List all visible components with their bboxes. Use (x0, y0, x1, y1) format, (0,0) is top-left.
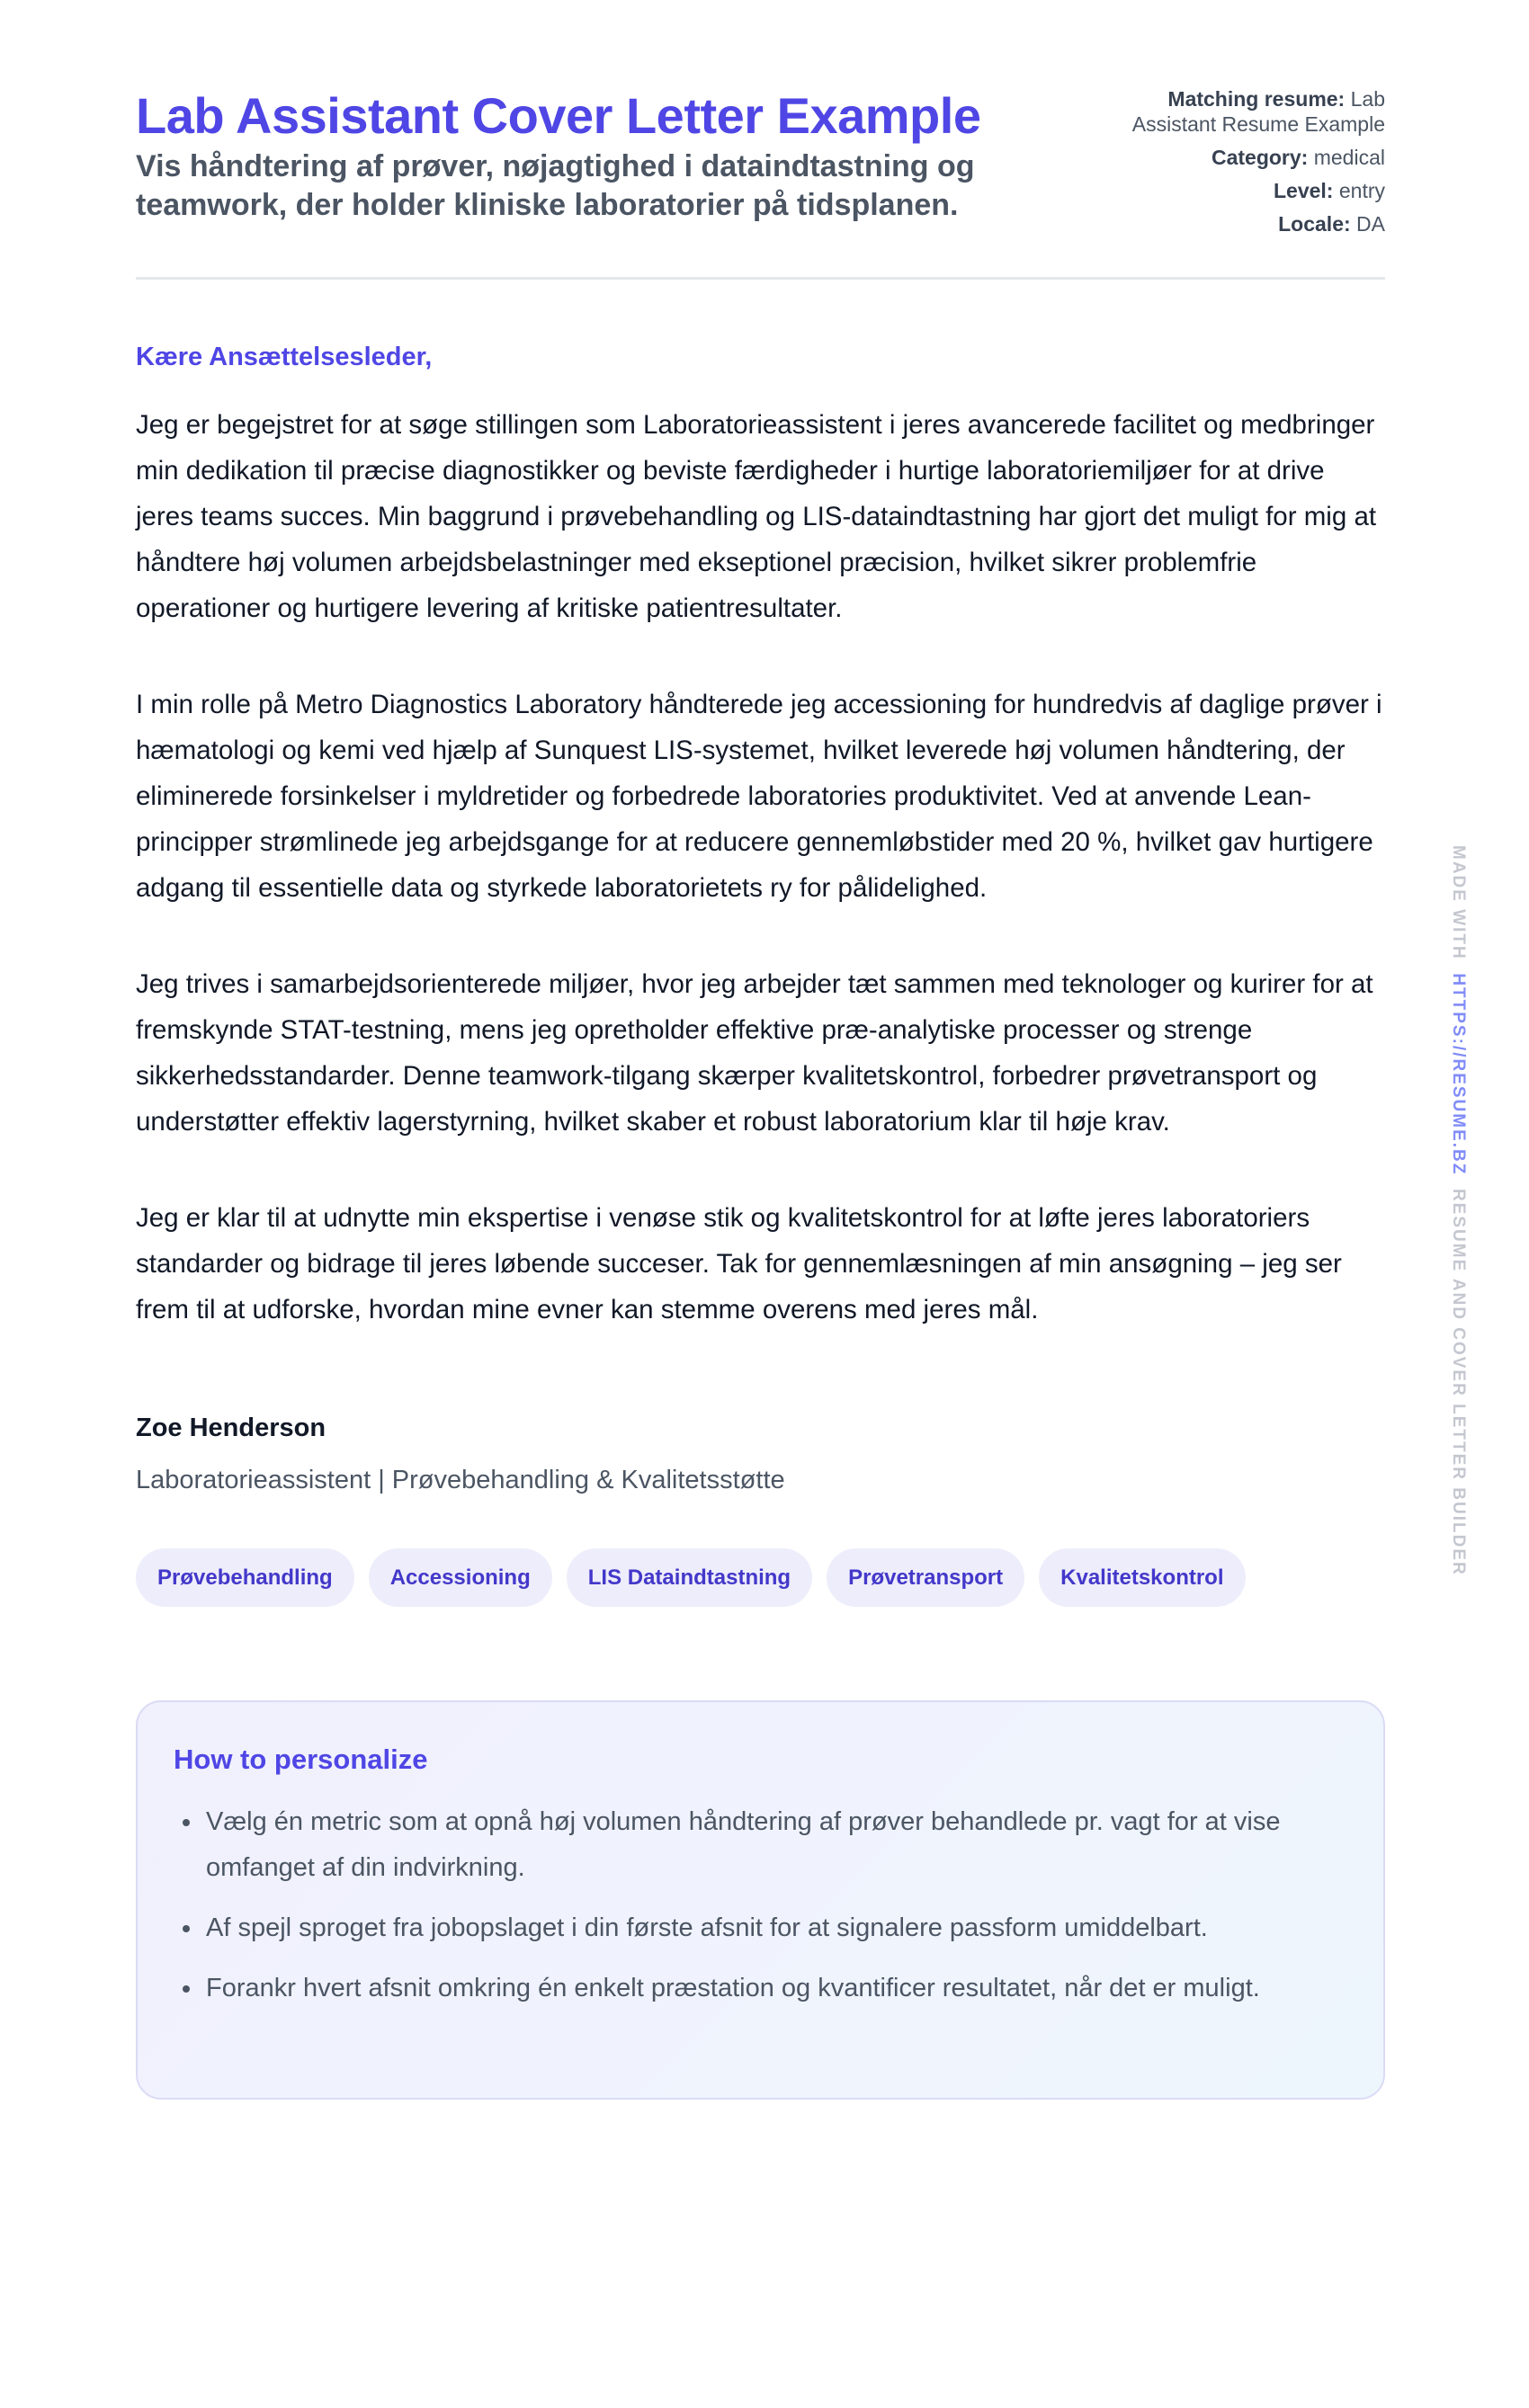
page-title: Lab Assistant Cover Letter Example (136, 87, 981, 144)
meta-label: Matching resume: (1167, 87, 1346, 111)
personalize-tips (136, 1700, 1385, 2100)
meta-value: DA (1356, 212, 1385, 236)
skill-tag: LIS Dataindtastning (567, 1548, 812, 1607)
skill-tag: Prøvetransport (827, 1548, 1024, 1607)
meta-label: Level: (1273, 179, 1334, 202)
skill-tags (136, 1548, 1385, 1607)
meta-category (1124, 145, 1385, 170)
divider (136, 277, 1385, 280)
watermark-suffix: RESUME AND COVER LETTER BUILDER (1449, 1188, 1468, 1576)
tips-title: How to personalize (174, 1744, 428, 1775)
greeting: Kære Ansættelsesleder, (136, 343, 433, 371)
watermark-link[interactable]: HTTPS://RESUME.BZ (1449, 973, 1468, 1176)
meta-matching-resume (1124, 86, 1385, 137)
tips-list (174, 1799, 1347, 2011)
meta-info (1124, 86, 1385, 245)
tip-item: Vælg én metric som at opnå høj volumen håndtering af prøver behandlede pr. vagt for at vise omfanget af din indvirkning. (174, 1799, 1347, 1891)
signature-title: Laboratorieassistent | Prøvebehandling & Kvalitetsstøtte (136, 1466, 785, 1494)
skill-tag: Kvalitetskontrol (1039, 1548, 1245, 1607)
watermark (1444, 845, 1471, 1574)
page-subtitle: Vis håndtering af prøver, nøjagtighed i dataindtastning og teamwork, der holder kliniske laboratorier på tidsplanen. (136, 149, 975, 222)
letter-paragraph: Jeg er begejstret for at søge stillingen som Laboratorieassistent i jeres avancerede facilitet og medbringer min dedikation til præcise diagnostikker og beviste færdigheder i hurtige laboratoriemiljøer for at drive jeres teams succes. Min baggrund i prøvebehandling og LIS-dataindtastning har gjort det muligt for mig at håndtere høj volumen arbejdsbelastninger med ekseptionel præcision, hvilket sikrer problemfrie operationer og hurtigere levering af kritiske patientresultater. (136, 410, 1377, 623)
meta-value: Lab Assistant Resume Example (1131, 87, 1385, 136)
meta-value: medical (1313, 146, 1385, 169)
meta-level (1124, 178, 1385, 203)
letter-paragraph: Jeg trives i samarbejdsorienterede miljøer, hvor jeg arbejder tæt sammen med teknologer og kurirer for at fremskynde STAT-testning, mens jeg opretholder effektive præ-analytiske processer og strenge sikkerhedsstandarder. Denne teamwork-tilgang skærper kvalitetskontrol, forbedrer prøvetransport og understøtter effektiv lagerstyrning, hvilket skaber et robust laboratorium klar til høje krav. (136, 969, 1373, 1137)
header (136, 86, 1385, 245)
meta-label: Locale: (1278, 212, 1351, 236)
header-left (136, 86, 1071, 225)
tip-item: Forankr hvert afsnit omkring én enkelt præstation og kvantificer resultatet, når det er muligt. (174, 1966, 1347, 2011)
content (136, 86, 1385, 2100)
watermark-prefix: MADE WITH (1449, 845, 1468, 960)
skill-tag: Prøvebehandling (136, 1548, 354, 1607)
meta-value: entry (1338, 179, 1385, 202)
letter-paragraph: Jeg er klar til at udnytte min ekspertise i venøse stik og kvalitetskontrol for at løfte jeres laboratoriers standarder og bidrage til jeres løbende succeser. Tak for gennemlæsningen af min ansøgning – jeg ser frem til at udforske, hvordan mine evner kan stemme overens med jeres mål. (136, 1203, 1342, 1324)
letter-paragraph: I min rolle på Metro Diagnostics Laboratory håndterede jeg accessioning for hundredvis af daglige prøver i hæmatologi og kemi ved hjælp af Sunquest LIS-systemet, hvilket leverede høj volumen håndtering, der eliminerede forsinkelser i myldretider og forbedrede laboratories produktivitet. Ved at anvende Lean-principper strømlinede jeg arbejdsgange for at reducere gennemløbstider med 20 %, hvilket gav hurtigere adgang til essentielle data og styrkede laboratorietets ry for pålidelighed. (136, 690, 1382, 903)
meta-locale (1124, 211, 1385, 236)
tip-item: Af spejl sproget fra jobopslaget i din første afsnit for at signalere passform umiddelbart. (174, 1905, 1347, 1951)
skill-tag: Accessioning (369, 1548, 552, 1607)
signature-name: Zoe Henderson (136, 1414, 326, 1442)
meta-label: Category: (1211, 146, 1309, 169)
